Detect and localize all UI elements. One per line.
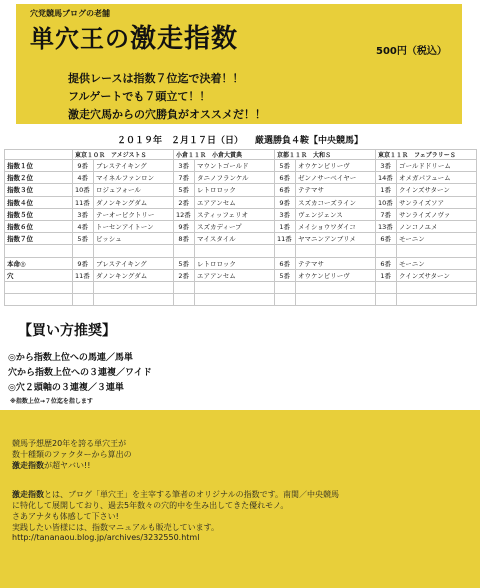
horse-number: [174, 281, 195, 293]
row-label: [5, 294, 73, 306]
horse-number: 6番: [275, 184, 296, 196]
race-heading: [0, 133, 480, 146]
race-name: 京都１１Ｒ 大和Ｓ: [275, 150, 376, 160]
horse-name: スズカコーズライン: [296, 196, 376, 208]
horse-number: 10番: [376, 196, 397, 208]
horse-number: [275, 294, 296, 306]
row-label: 指数１位: [5, 160, 73, 172]
horse-name: [195, 281, 275, 293]
row-label: 指数５位: [5, 208, 73, 220]
horse-name: ゴールドドリーム: [397, 160, 477, 172]
promo-line-6: さあアナタも体感して下さい!: [12, 512, 119, 521]
horse-name: ロジュフォール: [94, 184, 174, 196]
horse-number: 9番: [73, 257, 94, 269]
index-table: [4, 149, 477, 306]
horse-number: 5番: [275, 269, 296, 281]
table-row: [5, 257, 477, 269]
horse-name: [397, 245, 477, 257]
horse-number: 3番: [174, 160, 195, 172]
horse-name: タニノフランケル: [195, 172, 275, 184]
horse-number: 6番: [275, 172, 296, 184]
horse-name: トーセンアイトーン: [94, 220, 174, 232]
horse-number: 1番: [275, 220, 296, 232]
table-row: [5, 184, 477, 196]
row-label: 指数７位: [5, 233, 73, 245]
promo-line-4: [12, 489, 339, 500]
title-prefix: 単穴王の: [30, 25, 130, 53]
horse-name: [94, 294, 174, 306]
horse-name: マイネルファンロン: [94, 172, 174, 184]
title-main: 激走指数: [130, 24, 239, 54]
race-name: 東京１１Ｒ フェブラリーＳ: [376, 150, 477, 160]
table-row: [5, 233, 477, 245]
horse-number: 2番: [174, 196, 195, 208]
howto-line-2: 穴から指数上位への３連複／ワイド: [8, 368, 152, 378]
horse-name: [296, 245, 376, 257]
horse-number: 4番: [73, 220, 94, 232]
table-row: [5, 160, 477, 172]
horse-name: [94, 245, 174, 257]
horse-name: ゼンノサーベイヤー: [296, 172, 376, 184]
promo-line-2: 数十種類のファクターから算出の: [12, 450, 132, 459]
race-title: 厳選勝負４鞍【中央競馬】: [255, 136, 364, 146]
horse-number: 9番: [73, 160, 94, 172]
race-name: 東京１０Ｒ アメジストＳ: [73, 150, 174, 160]
horse-name: [94, 281, 174, 293]
promo-url-link[interactable]: http://tananaou.blog.jp/archives/3232550.html: [12, 533, 200, 542]
horse-number: [73, 245, 94, 257]
horse-name: マイスタイル: [195, 233, 275, 245]
horse-name: [195, 294, 275, 306]
horse-name: ノンコノユメ: [397, 220, 477, 232]
horse-name: オメガパフューム: [397, 172, 477, 184]
horse-number: 8番: [174, 233, 195, 245]
horse-name: ビッシュ: [94, 233, 174, 245]
horse-name: [397, 294, 477, 306]
horse-number: 3番: [376, 160, 397, 172]
horse-name: ブレステイキング: [94, 160, 174, 172]
horse-name: メイショウワダイコ: [296, 220, 376, 232]
horse-number: [73, 281, 94, 293]
price-label: 500円（税込）: [376, 46, 447, 57]
table-row: [5, 196, 477, 208]
horse-name: マウントゴールド: [195, 160, 275, 172]
howto-title: 【買い方推奨】: [18, 323, 116, 339]
horse-number: 5番: [174, 257, 195, 269]
horse-number: [275, 245, 296, 257]
row-label: 穴: [5, 269, 73, 281]
horse-number: [174, 294, 195, 306]
horse-number: 3番: [275, 208, 296, 220]
horse-number: 6番: [376, 257, 397, 269]
tagline-1: 提供レースは指数７位迄で決着！！: [68, 72, 244, 85]
horse-name: モーニン: [397, 233, 477, 245]
horse-name: ブレステイキング: [94, 257, 174, 269]
horse-number: 11番: [73, 269, 94, 281]
horse-number: 5番: [73, 233, 94, 245]
horse-name: オウケンビリーヴ: [296, 269, 376, 281]
promo-keyword: 激走指数: [12, 461, 44, 470]
horse-name: テテマサ: [296, 184, 376, 196]
table-row: [5, 220, 477, 232]
tagline-3: 激走穴馬からの穴勝負がオススメだ！！: [68, 108, 266, 121]
table-row: [5, 294, 477, 306]
horse-number: 5番: [275, 160, 296, 172]
table-row: [5, 208, 477, 220]
tagline-2: フルゲートでも７頭立て！！: [68, 90, 211, 103]
horse-number: 13番: [376, 220, 397, 232]
race-date: ２０１９年 ２月１７日（日）: [116, 136, 243, 146]
horse-number: 11番: [73, 196, 94, 208]
horse-name: エアアンセム: [195, 196, 275, 208]
howto-line-1: ◎から指数上位への馬連／馬単: [8, 353, 133, 363]
horse-number: [376, 245, 397, 257]
horse-number: 7番: [174, 172, 195, 184]
horse-number: 12番: [174, 208, 195, 220]
howto-note: ※指数上位→７位迄を指します: [10, 398, 93, 405]
horse-number: [174, 245, 195, 257]
horse-number: [376, 281, 397, 293]
table-row: [5, 172, 477, 184]
race-name: 小倉１１Ｒ 小倉大賞典: [174, 150, 275, 160]
horse-name: ダノンキングダム: [94, 269, 174, 281]
horse-number: 6番: [275, 257, 296, 269]
horse-name: オウケンビリーヴ: [296, 160, 376, 172]
promo-line-4-text: とは、ブログ「単穴王」を主宰する筆者のオリジナルの指数です。南関／中央競馬: [44, 490, 339, 499]
horse-number: 5番: [174, 184, 195, 196]
horse-name: テテマサ: [296, 257, 376, 269]
horse-name: モーニン: [397, 257, 477, 269]
table-row: [5, 269, 477, 281]
horse-name: ヤマニンアンブリメ: [296, 233, 376, 245]
horse-number: 10番: [73, 184, 94, 196]
horse-name: [397, 281, 477, 293]
howto-line-3: ◎穴２頭軸の３連複／３連単: [8, 383, 124, 393]
horse-name: ダノンキングダム: [94, 196, 174, 208]
blog-label: 穴党競馬ブログの老舗: [30, 9, 110, 18]
horse-name: [296, 294, 376, 306]
race-header-row: [5, 150, 477, 160]
row-label: [5, 245, 73, 257]
promo-keyword-2: 激走指数: [12, 490, 44, 499]
horse-name: スズカディープ: [195, 220, 275, 232]
horse-name: サンライズノヴァ: [397, 208, 477, 220]
promo-line-3-text: が超ヤバい!!: [44, 461, 91, 470]
promo-line-3: [12, 460, 90, 471]
horse-name: レトロロック: [195, 184, 275, 196]
horse-number: 1番: [376, 184, 397, 196]
horse-number: 1番: [376, 269, 397, 281]
promo-line-7: 実践したい皆様には、指数マニュアルも販売しています。: [12, 523, 220, 532]
promo-line-1: 競馬予想歴20年を誇る単穴王が: [12, 439, 127, 448]
horse-number: [73, 294, 94, 306]
horse-name: スティッフェリオ: [195, 208, 275, 220]
horse-name: [195, 245, 275, 257]
row-label: 指数２位: [5, 172, 73, 184]
corner-cell: [5, 150, 73, 160]
horse-name: レトロロック: [195, 257, 275, 269]
horse-name: ヴェンジェンス: [296, 208, 376, 220]
row-label: 指数４位: [5, 196, 73, 208]
horse-number: 4番: [73, 172, 94, 184]
horse-number: [376, 294, 397, 306]
table-row: [5, 281, 477, 293]
horse-number: 11番: [275, 233, 296, 245]
horse-number: 9番: [275, 196, 296, 208]
horse-name: サンライズソア: [397, 196, 477, 208]
horse-number: [275, 281, 296, 293]
row-label: 指数３位: [5, 184, 73, 196]
promo-line-5: に特化して展開しており、過去5年数々の穴的中を生み出してきた優れモノ。: [12, 501, 289, 510]
row-label: 指数６位: [5, 220, 73, 232]
horse-number: 2番: [174, 269, 195, 281]
horse-number: 14番: [376, 172, 397, 184]
row-label: [5, 281, 73, 293]
row-label: 本命◎: [5, 257, 73, 269]
horse-number: 9番: [174, 220, 195, 232]
horse-number: 6番: [376, 233, 397, 245]
horse-name: クインズサターン: [397, 184, 477, 196]
horse-number: 7番: [376, 208, 397, 220]
horse-number: 3番: [73, 208, 94, 220]
horse-name: クインズサターン: [397, 269, 477, 281]
page-title: [30, 18, 238, 55]
table-row: [5, 245, 477, 257]
horse-name: [296, 281, 376, 293]
horse-name: エアアンセム: [195, 269, 275, 281]
horse-name: テーオービクトリー: [94, 208, 174, 220]
